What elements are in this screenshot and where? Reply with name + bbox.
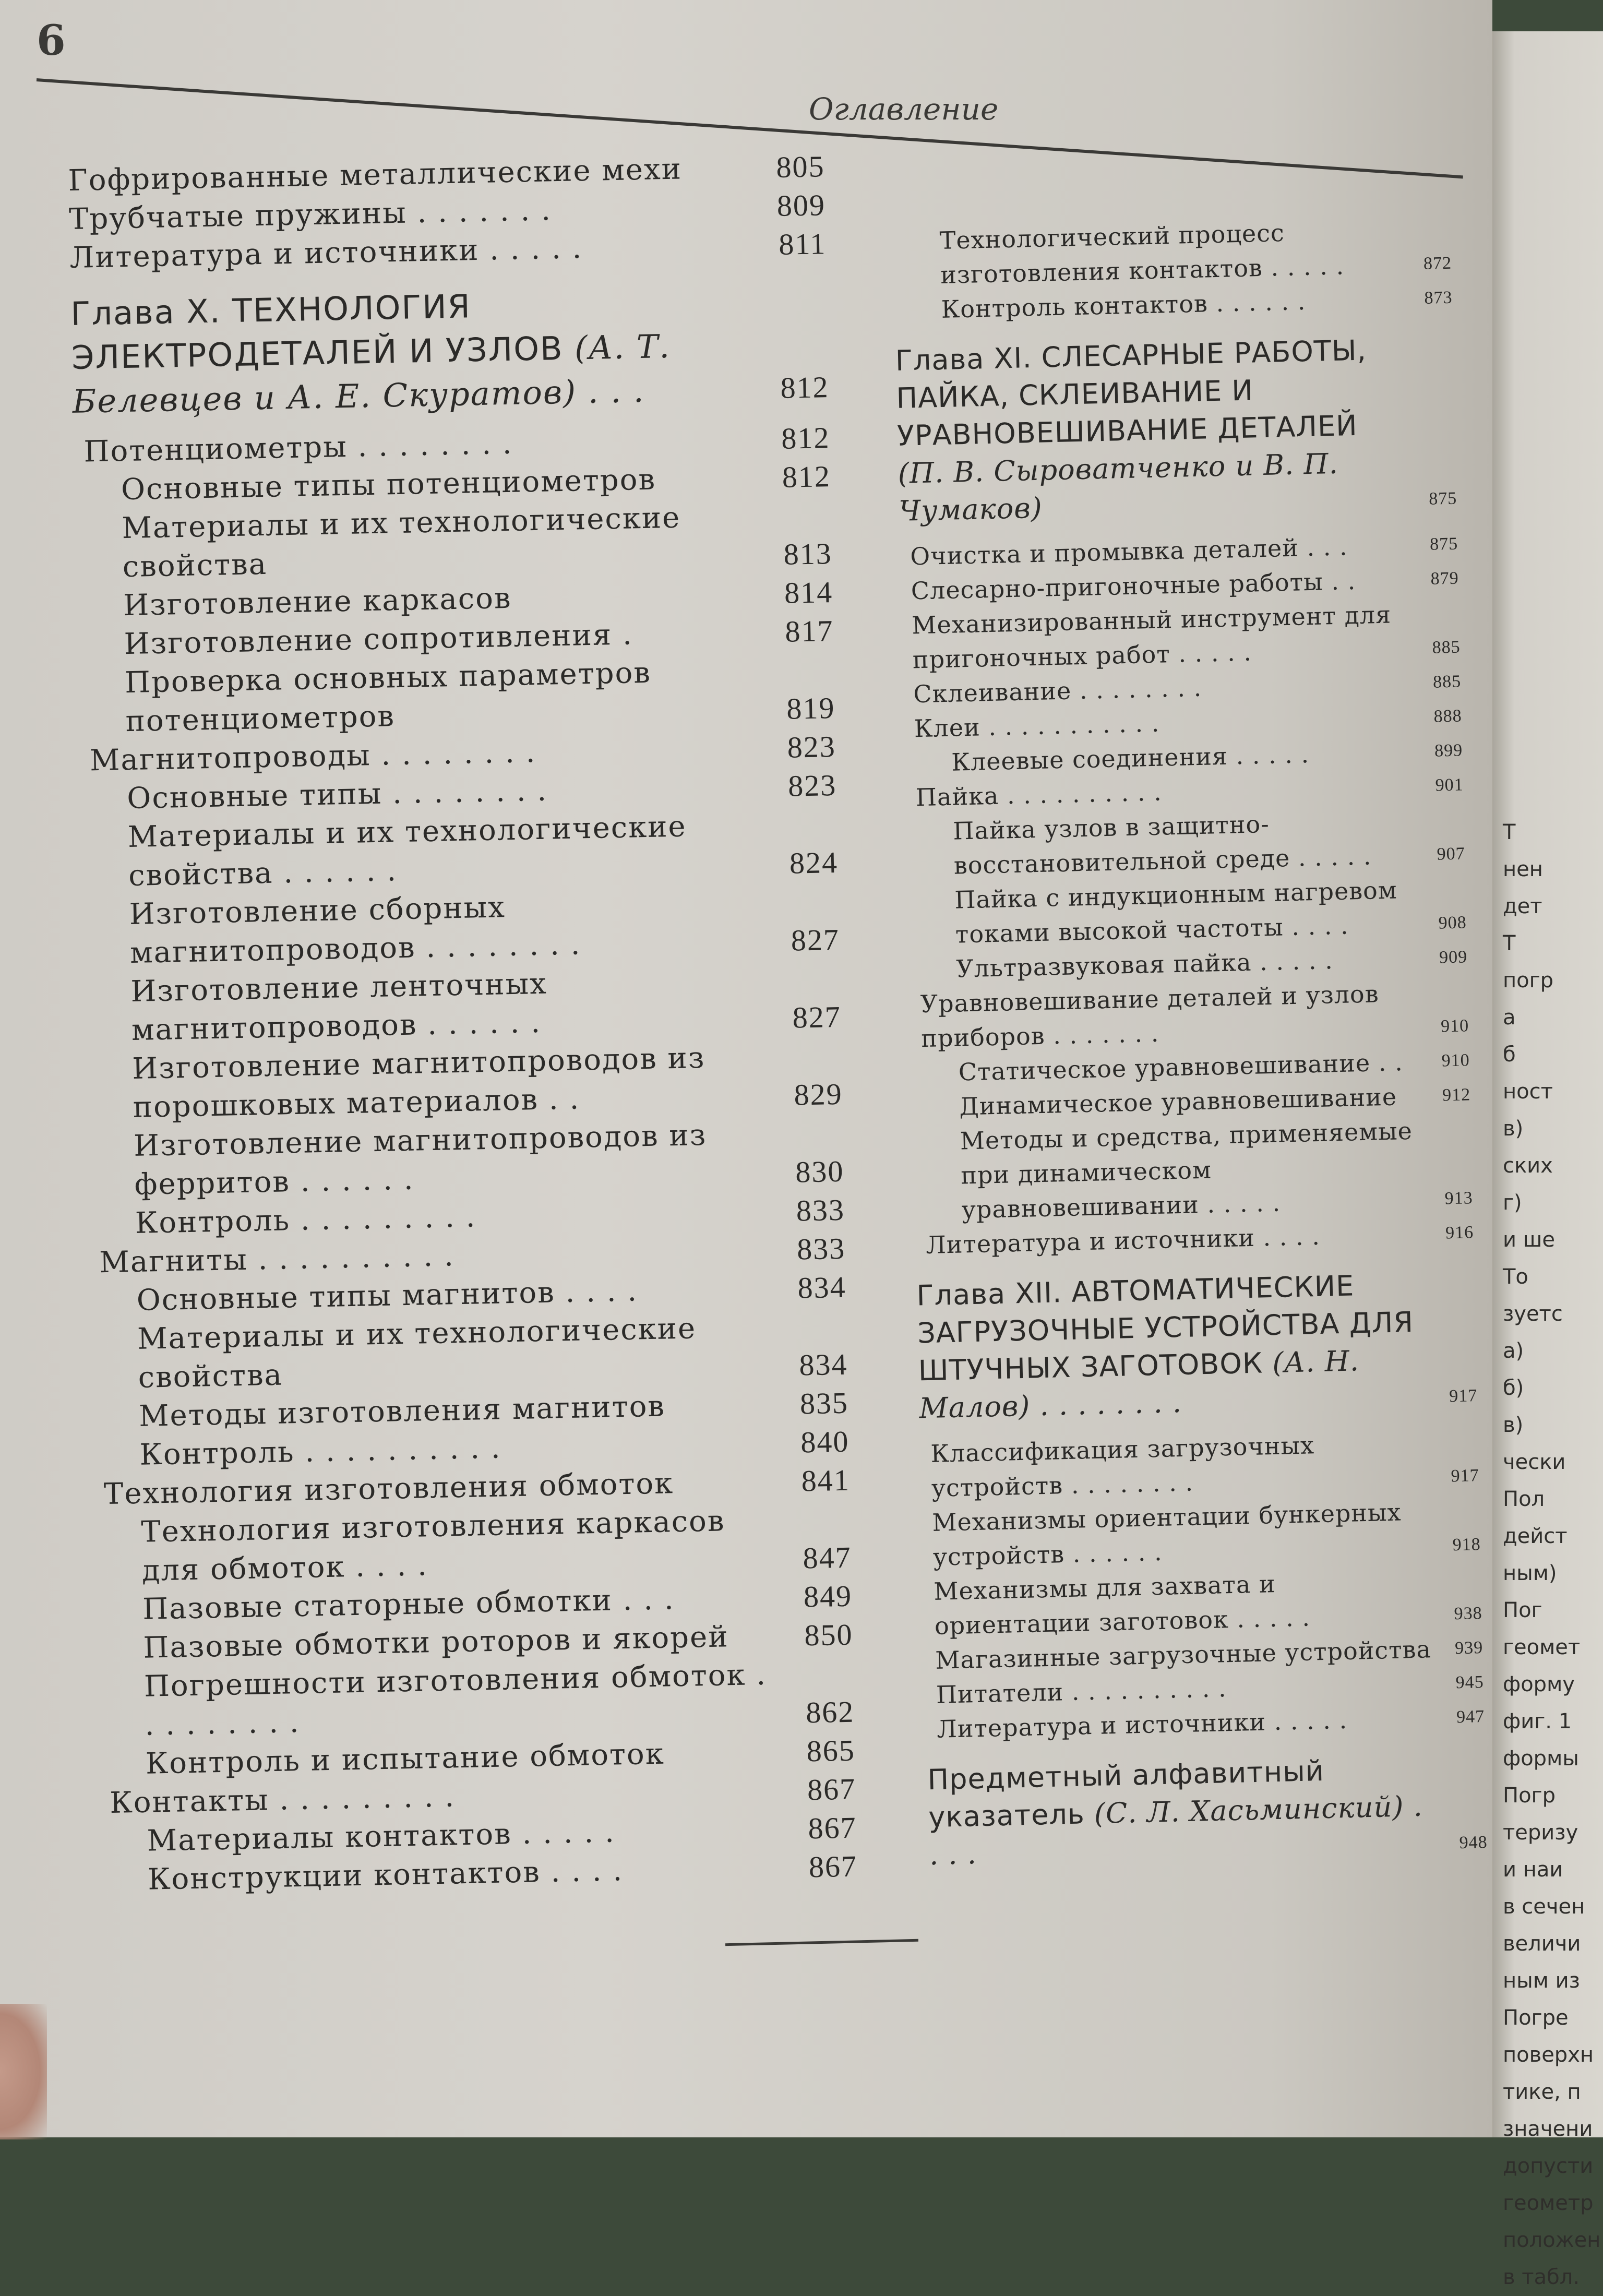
edge-fragment: в) xyxy=(1503,1117,1524,1141)
toc-page-number: 939 xyxy=(1454,1638,1484,1658)
toc-entry-title: Основные типы . . . . . . . . xyxy=(126,773,548,816)
toc-page-number: 875 xyxy=(1429,534,1458,554)
toc-entry-title: Слесарно-пригоночные работы . . xyxy=(911,567,1356,605)
toc-page-number: 824 xyxy=(789,845,839,880)
running-header: Оглавление xyxy=(809,91,999,127)
toc-page-number: 849 xyxy=(803,1578,853,1614)
edge-fragment: б) xyxy=(1503,1376,1524,1400)
edge-fragment: тике, п xyxy=(1503,2080,1581,2104)
toc-entry-title: Клеевые соединения . . . . . xyxy=(951,740,1310,776)
toc-page-number: 912 xyxy=(1442,1085,1471,1105)
toc-entry-title: Уравновешивание деталей и узлов приборов . . . . . . . xyxy=(920,979,1380,1053)
edge-fragment: Пол xyxy=(1503,1487,1545,1511)
toc-page-number: 805 xyxy=(775,149,826,184)
edge-fragment: дейст xyxy=(1503,1524,1568,1548)
toc-entry xyxy=(97,1654,855,1746)
toc-entry-title: Изготовление сборных магнитопроводов . . . . . . . . xyxy=(129,890,581,970)
edge-fragment: Т xyxy=(1503,931,1516,955)
toc-page-number: 827 xyxy=(792,999,842,1035)
toc-entry-title: Механизированный инструмент для пригоночных работ . . . . . xyxy=(911,600,1392,674)
toc-entry-title: Литература и источники . . . . . xyxy=(936,1705,1348,1743)
page-number: 6 xyxy=(37,16,66,65)
toc-page-number: 867 xyxy=(808,1849,858,1884)
toc-entry-title: Проверка основных параметров потенциометров xyxy=(124,655,652,739)
toc-entry xyxy=(85,1036,843,1128)
toc-entry-title: Основные типы магнитов . . . . xyxy=(136,1274,638,1318)
toc-page-number: 834 xyxy=(798,1347,848,1382)
toc-entry-title: Погрешности изготовления обмоток . . . . . . . . . xyxy=(143,1657,767,1742)
toc-page-number: 948 xyxy=(1459,1832,1488,1853)
toc-page-number: 888 xyxy=(1433,706,1463,726)
toc-page-number: 885 xyxy=(1432,672,1462,692)
toc-page-number: 910 xyxy=(1441,1050,1470,1071)
toc-page-number: 812 xyxy=(782,459,831,494)
toc-entry-title: Гофрированные металлические мехи xyxy=(68,152,683,198)
toc-page-number: 917 xyxy=(1449,1386,1478,1406)
toc-page-number: 823 xyxy=(787,768,837,803)
toc-page-number: 850 xyxy=(804,1617,854,1653)
edge-fragment: Т xyxy=(1503,820,1516,844)
toc-entry-title: Ультразвуковая пайка . . . . . xyxy=(955,946,1334,983)
toc-page-number: 812 xyxy=(780,370,830,405)
toc-entry-title: Магазинные загрузочные устройства xyxy=(935,1635,1432,1675)
toc-page-number: 909 xyxy=(1439,947,1468,967)
toc-entry-title: Классификация загрузочных устройств . . . . . . . . xyxy=(930,1431,1315,1502)
edge-fragment: зуетс xyxy=(1503,1302,1563,1326)
toc-entry-title: Литература и источники . . . . . xyxy=(69,231,583,275)
toc-page-number: 916 xyxy=(1445,1223,1474,1243)
edge-fragment: геометр xyxy=(1503,2191,1594,2215)
toc-entry-title: Пайка узлов в защитно-восстановительной среде . . . . . xyxy=(952,809,1372,880)
toc-entry xyxy=(83,959,842,1051)
toc-page-number: 833 xyxy=(796,1192,845,1228)
toc-entry-title: Пазовые обмотки роторов и якорей xyxy=(143,1620,729,1665)
toc-page-number: 835 xyxy=(799,1385,849,1421)
toc-page-number: 885 xyxy=(1432,637,1461,657)
edge-fragment: и ше xyxy=(1503,1228,1555,1252)
toc-entry xyxy=(913,1112,1473,1228)
toc-entry-title: Изготовление магнитопроводов из ферритов . . . . . . xyxy=(133,1118,707,1202)
toc-entry-title: Изготовление магнитопроводов из порошковых материалов . . xyxy=(131,1041,705,1125)
toc-entry-title: Материалы и их технологические свойства xyxy=(137,1311,697,1395)
toc-page-number: 809 xyxy=(776,188,826,223)
edge-fragment: ным) xyxy=(1503,1561,1557,1585)
next-page-edge xyxy=(1492,31,1603,2289)
edge-fragment: ным из xyxy=(1503,1969,1580,1993)
toc-entry xyxy=(923,1562,1483,1643)
toc-entry-title: Предметный алфавитный указатель (С. Л. Хасьминский) . . . . xyxy=(927,1754,1423,1872)
toc-entry-title: Контакты . . . . . . . . . xyxy=(109,1779,456,1821)
toc-entry xyxy=(907,871,1467,952)
edge-fragment: г) xyxy=(1503,1191,1522,1215)
toc-page-number: 830 xyxy=(795,1154,845,1189)
toc-page-number: 899 xyxy=(1434,740,1463,761)
toc-entry xyxy=(78,650,836,742)
toc-page-number: 827 xyxy=(791,922,840,958)
toc-entry-title: Пазовые статорные обмотки . . . xyxy=(142,1582,675,1627)
toc-right-column xyxy=(892,212,1488,1883)
toc-page-number: 812 xyxy=(781,421,831,456)
edge-fragment: погр xyxy=(1503,968,1554,992)
toc-entry xyxy=(80,805,839,896)
toc-entry xyxy=(910,974,1469,1056)
toc-entry-title: Очистка и промывка деталей . . . xyxy=(910,532,1348,571)
edge-fragment: форму xyxy=(1503,1672,1575,1696)
toc-entry-title: Технология изготовления каркасов для обмоток . . . . xyxy=(140,1504,725,1588)
toc-page-number: 840 xyxy=(800,1424,850,1460)
toc-entry-title: Методы и средства, применяемые при динамическом уравновешивании . . . . . xyxy=(960,1116,1413,1224)
edge-fragment: теризу xyxy=(1503,1821,1578,1845)
toc-entry-title: Контроль контактов . . . . . . xyxy=(941,287,1306,324)
toc-authors: (А. Т. Белевцев и А. Е. Скуратов) . . . xyxy=(72,327,671,421)
toc-left-column xyxy=(68,147,858,1900)
edge-fragment: допусти xyxy=(1503,2154,1594,2178)
toc-page-number: 873 xyxy=(1424,288,1453,308)
edge-fragment: б xyxy=(1503,1043,1516,1067)
edge-fragment: фиг. 1 xyxy=(1503,1709,1572,1733)
toc-entry-title: Потенциометры . . . . . . . . xyxy=(83,426,513,469)
toc-page-number: 862 xyxy=(805,1694,855,1730)
toc-entry-title: Магниты . . . . . . . . . . xyxy=(99,1239,455,1280)
edge-fragment: формы xyxy=(1503,1747,1579,1771)
toc-page-number: 913 xyxy=(1444,1188,1474,1209)
toc-page-number: 908 xyxy=(1438,913,1467,933)
toc-entry-title: Пайка с индукционным нагревом токами высокой частоты . . . . xyxy=(954,876,1398,949)
toc-entry-title: Трубчатые пружины . . . . . . . xyxy=(68,193,552,236)
edge-fragment: поверхн xyxy=(1503,2043,1594,2067)
toc-entry-title: Клеи . . . . . . . . . . . xyxy=(914,709,1160,743)
toc-entry-title: Механизмы ориентации бункерных устройств . . . . . . xyxy=(931,1498,1402,1571)
toc-entry xyxy=(90,1307,848,1398)
toc-chapter xyxy=(916,1264,1478,1427)
thumb-edge xyxy=(0,2004,47,2139)
toc-entry-title: Механизмы для захвата и ориентации заготовок . . . . . xyxy=(933,1570,1311,1640)
toc-entry xyxy=(901,596,1461,677)
toc-page-number: 814 xyxy=(784,575,833,610)
toc-page-number: 901 xyxy=(1435,775,1464,795)
toc-entry-title: Магнитопроводы . . . . . . . . xyxy=(89,735,536,778)
toc-page-number: 813 xyxy=(783,536,833,571)
toc-entry-title: Динамическое уравновешивание xyxy=(959,1082,1397,1121)
toc-authors: (А. Н. Малов) . . . . . . . . xyxy=(918,1344,1360,1425)
toc-page-number: 945 xyxy=(1455,1672,1485,1693)
edge-fragment: дет xyxy=(1503,894,1542,918)
toc-page-number: 947 xyxy=(1456,1706,1485,1727)
edge-fragment: ност xyxy=(1503,1080,1553,1104)
toc-page-number: 819 xyxy=(786,690,835,726)
edge-fragment: в) xyxy=(1503,1413,1524,1437)
toc-entry-title: Контроль и испытание обмоток xyxy=(145,1737,665,1781)
toc-entry-title: Основные типы потенциометров xyxy=(121,462,656,507)
toc-entry xyxy=(87,1114,845,1205)
toc-entry-title: Изготовление сопротивления . xyxy=(124,617,633,662)
toc-page-number: 872 xyxy=(1423,253,1452,273)
toc-entry xyxy=(94,1500,852,1592)
toc-page-number: 834 xyxy=(797,1270,847,1305)
edge-fragment: в сечен xyxy=(1503,1895,1585,1919)
toc-page-number: 823 xyxy=(787,729,836,764)
toc-entry-title: Конструкции контактов . . . . xyxy=(147,1853,624,1897)
toc-page-number: 867 xyxy=(807,1772,856,1807)
toc-entry xyxy=(922,1493,1481,1574)
toc-entry-title: Изготовление каркасов xyxy=(123,581,512,623)
toc-entry-title: Контроль . . . . . . . . . . xyxy=(139,1431,502,1472)
edge-fragment: геомет xyxy=(1503,1635,1581,1659)
end-rule xyxy=(725,1939,918,1946)
toc-page-number: 918 xyxy=(1452,1535,1481,1555)
toc-entry-title: Изготовление ленточных магнитопроводов . . . . . . xyxy=(130,966,548,1047)
toc-page-number: 811 xyxy=(778,226,827,261)
toc-entry xyxy=(920,1424,1480,1505)
toc-entry-title: Технологический процесс изготовления контактов . . . . . xyxy=(939,218,1345,289)
edge-fragment: а) xyxy=(1503,1339,1524,1363)
toc-page-number: 841 xyxy=(801,1463,851,1498)
toc-entry xyxy=(892,212,1452,293)
toc-entry-title: Склеивание . . . . . . . . xyxy=(913,673,1202,709)
edge-fragment: значени xyxy=(1503,2117,1593,2141)
edge-fragment: и наи xyxy=(1503,1858,1563,1882)
toc-page-number: 867 xyxy=(807,1810,857,1846)
next-page-text xyxy=(1492,814,1600,2296)
toc-page-number: 907 xyxy=(1437,844,1466,864)
edge-fragment: Пог xyxy=(1503,1598,1542,1622)
toc-entry-title: Статическое уравновешивание . . xyxy=(958,1048,1404,1086)
toc-entry-title: Материалы и их технологические свойства . . . . . . xyxy=(127,809,687,893)
toc-page-number: 910 xyxy=(1440,1016,1469,1036)
toc-entry-title: Методы изготовления магнитов xyxy=(138,1389,666,1433)
toc-entry-title: Материалы и их технологические свойства xyxy=(121,500,681,584)
toc-page-number: 847 xyxy=(803,1540,852,1575)
toc-entry xyxy=(75,496,833,588)
edge-fragment: ских xyxy=(1503,1154,1553,1178)
edge-fragment: То xyxy=(1503,1265,1528,1289)
toc-entry-title: Питатели . . . . . . . . . . xyxy=(936,1674,1227,1709)
edge-fragment: Погр xyxy=(1503,1784,1556,1808)
toc-authors: (П. В. Сыроватченко и В. П. Чумаков) xyxy=(898,447,1339,528)
toc-entry-title: Пайка . . . . . . . . . . xyxy=(915,778,1163,812)
toc-page-number: 865 xyxy=(806,1733,856,1768)
toc-entry-title: Контроль . . . . . . . . . xyxy=(135,1200,476,1240)
toc-entry-title: Литература и источники . . . . xyxy=(925,1222,1321,1260)
toc-page-number: 817 xyxy=(784,613,834,649)
edge-fragment: величи xyxy=(1503,1932,1581,1956)
toc-entry-title: Глава XII. АВТОМАТИЧЕСКИЕ ЗАГРУЗОЧНЫЕ УСТРОЙСТВА ДЛЯ ШТУЧНЫХ ЗАГОТОВОК (А. Н. Малов) . . . . . . . . xyxy=(916,1269,1414,1425)
toc-chapter xyxy=(927,1749,1488,1874)
edge-fragment: чески xyxy=(1503,1450,1566,1474)
toc-chapter xyxy=(70,278,830,424)
toc-entry-title: Технология изготовления обмоток xyxy=(103,1466,674,1512)
toc-entry-title: Глава XI. СЛЕСАРНЫЕ РАБОТЫ, ПАЙКА, СКЛЕИВАНИЕ И УРАВНОВЕШИВАНИЕ ДЕТАЛЕЙ (П. В. Сыроватченко и В. П. Чумаков) xyxy=(895,333,1367,528)
edge-fragment: Погре xyxy=(1503,2006,1569,2030)
toc-page-number: 879 xyxy=(1430,568,1460,589)
toc-authors: (С. Л. Хасьминский) . . . . xyxy=(929,1789,1423,1872)
edge-fragment: положен xyxy=(1503,2228,1601,2252)
toc-page-number: 833 xyxy=(796,1231,846,1266)
edge-fragment: нен xyxy=(1503,857,1543,881)
toc-page-number: 917 xyxy=(1451,1466,1480,1486)
toc-entry-title: Материалы контактов . . . . . xyxy=(147,1815,616,1858)
toc-page-number: 938 xyxy=(1454,1604,1483,1624)
toc-entry-title: Глава X. ТЕХНОЛОГИЯ ЭЛЕКТРОДЕТАЛЕЙ И УЗЛОВ (А. Т. Белевцев и А. Е. Скуратов) . . . xyxy=(70,287,671,421)
edge-fragment: в табл. xyxy=(1503,2265,1580,2289)
toc-page-number: 829 xyxy=(793,1077,843,1112)
toc-entry xyxy=(82,882,840,974)
toc-page-number: 875 xyxy=(1428,488,1457,509)
toc-chapter xyxy=(895,330,1457,530)
toc-entry xyxy=(906,802,1466,883)
edge-fragment: а xyxy=(1503,1006,1516,1030)
